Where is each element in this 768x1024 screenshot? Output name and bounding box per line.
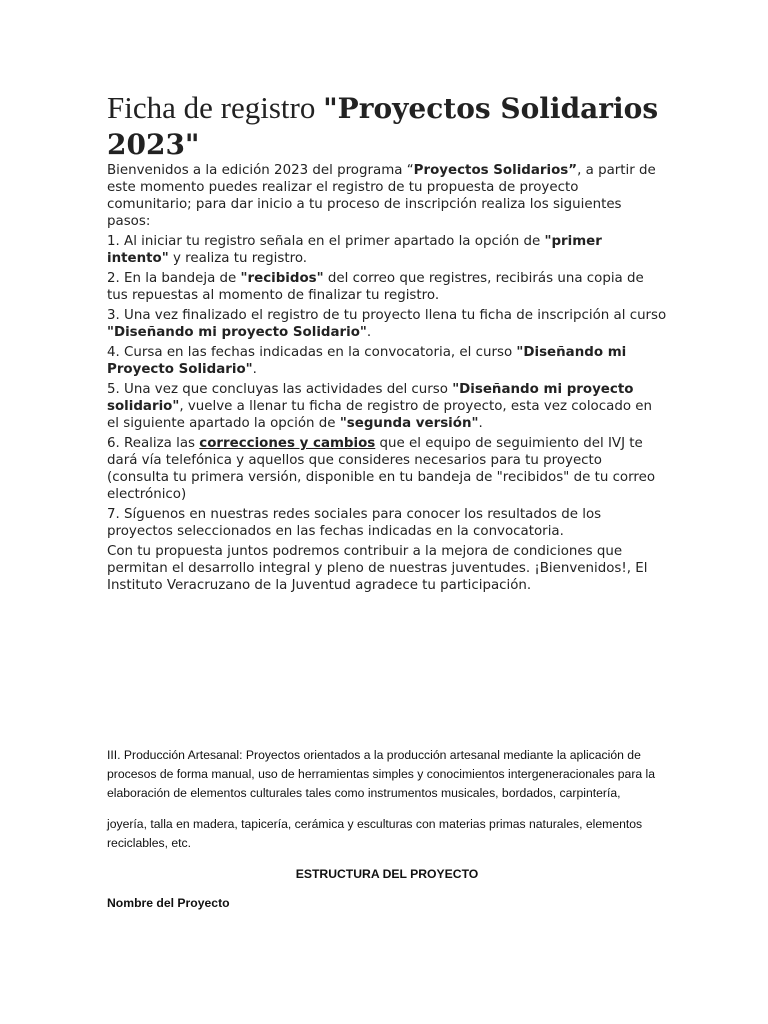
step-6 — [107, 435, 667, 503]
corrections-link[interactable]: correcciones y cambios — [199, 436, 376, 451]
step-2-text: 2. En la bandeja de — [107, 271, 241, 286]
step-6-text-end: que el equipo de seguimiento del IVJ te dará vía telefónica y aquellos que consideres necesarios para tu proyecto (consulta tu primera versión, disponible en tu bandeja de "recibidos" de tu correo electrónico) — [107, 436, 656, 502]
instructions-block — [107, 162, 667, 597]
step-1 — [107, 233, 667, 267]
step-3 — [107, 307, 667, 341]
intro-text-cont: , a partir de este momento puedes realizar el registro de tu propuesta de proyecto comunitario; para dar inicio a tu proceso de inscripción realiza los siguientes pasos: — [107, 163, 656, 229]
step-2-folder: "recibidos" — [240, 271, 324, 286]
step-1-text: 1. Al iniciar tu registro señala en el primer apartado la opción de — [107, 234, 545, 249]
step-7 — [107, 506, 667, 540]
intro-paragraph — [107, 162, 667, 230]
step-7-text: 7. Síguenos en nuestras redes sociales para conocer los resultados de los proyectos seleccionados en las fechas indicadas en la convocatoria. — [107, 507, 602, 539]
step-3-course: "Diseñando mi proyecto Solidario" — [107, 325, 367, 340]
step-4 — [107, 344, 667, 378]
page-title — [107, 90, 667, 163]
step-5-text-mid: , vuelve a llenar tu ficha de registro de proyecto, esta vez colocado en el siguiente apartado la opción de — [107, 399, 652, 431]
step-4-course: "Diseñando mi Proyecto Solidario" — [107, 345, 627, 377]
section-iii — [107, 746, 667, 913]
title-prefix: Ficha de registro — [107, 90, 324, 125]
step-5 — [107, 381, 667, 432]
step-1-option: "primer intento" — [107, 234, 602, 266]
section-iii-paragraph-2: joyería, talla en madera, tapicería, cerámica y esculturas con materias primas naturales, elementos reciclables, etc. — [107, 817, 643, 850]
project-structure-heading: ESTRUCTURA DEL PROYECTO — [295, 867, 479, 881]
step-3-text: 3. Una vez finalizado el registro de tu proyecto llena tu ficha de inscripción al curso — [107, 308, 667, 323]
intro-text: Bienvenidos a la edición 2023 del programa “ — [107, 163, 414, 178]
project-name-label: Nombre del Proyecto — [107, 896, 230, 910]
step-4-text: 4. Cursa en las fechas indicadas en la convocatoria, el curso — [107, 345, 517, 360]
step-3-text-end: . — [366, 325, 372, 340]
step-5-option: "segunda versión" — [339, 416, 479, 431]
title-emphasis: "Proyectos Solidarios 2023" — [107, 92, 659, 161]
step-2-text-end: del correo que registres, recibirás una copia de tus repuestas al momento de finalizar tu registro. — [107, 271, 644, 303]
closing-paragraph: Con tu propuesta juntos podremos contribuir a la mejora de condiciones que permitan el desarrollo integral y pleno de nuestras juventudes. ¡Bienvenidos!, El Instituto Veracruzano de la Juventud agradece tu participación. — [107, 544, 648, 593]
step-5-text-end: . — [478, 416, 483, 431]
step-6-text: 6. Realiza las — [107, 436, 200, 451]
step-2 — [107, 270, 667, 304]
section-iii-paragraph-1: III. Producción Artesanal: Proyectos orientados a la producción artesanal mediante la aplicación de procesos de forma manual, uso de herramientas simples y conocimientos intergeneracionales para la elaboración de elementos culturales tales como instrumentos musicales, bordados, carpintería, — [107, 748, 656, 800]
step-5-text: 5. Una vez que concluyas las actividades del curso — [107, 382, 453, 397]
step-1-text-end: y realiza tu registro. — [168, 251, 308, 266]
program-name: Proyectos Solidarios” — [413, 163, 578, 178]
step-5-course: "Diseñando mi proyecto solidario" — [107, 382, 634, 414]
step-4-text-end: . — [252, 362, 257, 377]
